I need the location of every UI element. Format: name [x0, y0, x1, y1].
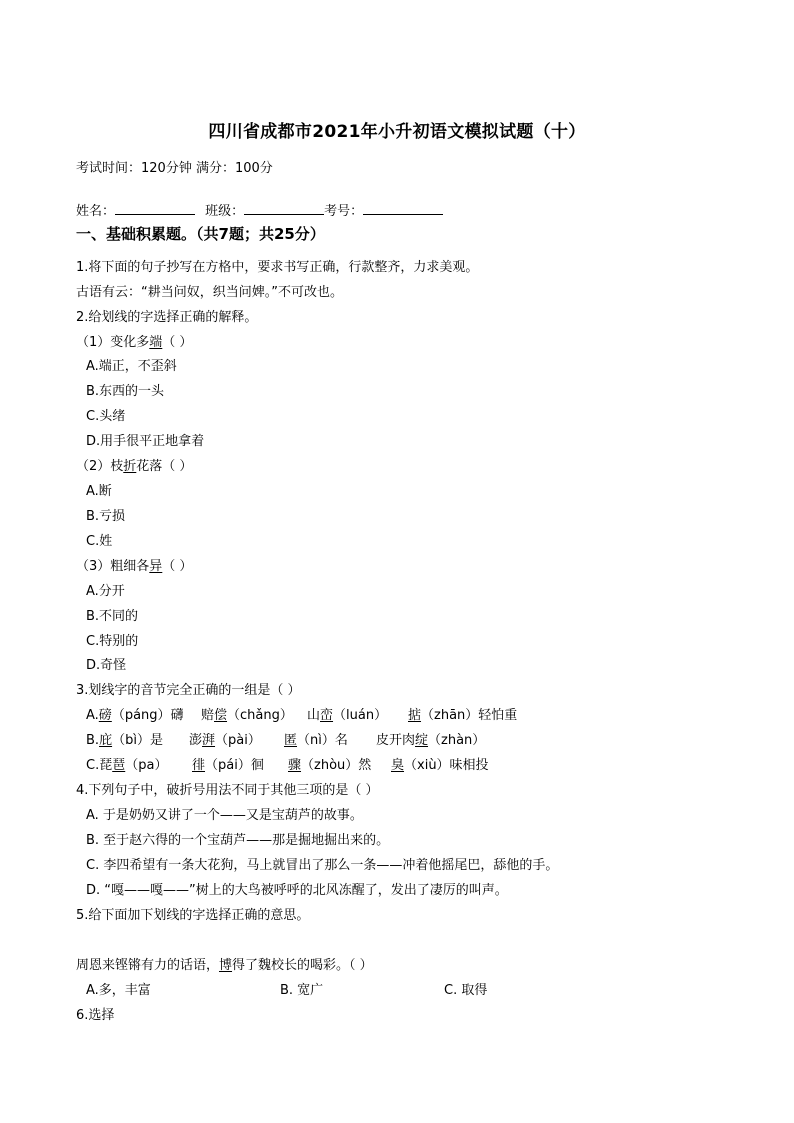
question-4-prompt: 4.下列句子中，破折号用法不同于其他三项的是（ ）: [76, 783, 379, 798]
question-2-sub-3: （3）粗细各异（ ）: [76, 559, 193, 574]
question-1-sentence: 古语有云：“耕当问奴，织当问婢。”不可改也。: [76, 285, 343, 300]
option-item: D. “嘎——嘎——”树上的大鸟被呼呼的北风冻醒了，发出了凄厉的叫声。: [86, 883, 508, 898]
name-label: 姓名：: [76, 204, 116, 219]
number-label: 考号：: [324, 204, 364, 219]
option-item: D.用手很平正地拿着: [86, 434, 205, 449]
option-item: B.亏损: [86, 509, 126, 524]
option-item: C. 取得: [444, 983, 488, 998]
option-item: D.奇怪: [86, 658, 127, 673]
question-3-prompt: 3.划线字的音节完全正确的一组是（ ）: [76, 683, 301, 698]
question-5-prompt: 5.给下面加下划线的字选择正确的意思。: [76, 908, 310, 923]
option-item: A.端正，不歪斜: [86, 359, 177, 374]
option-item: C.头绪: [86, 409, 126, 424]
question-3-option-a: A.磅（páng）礴 赔偿（chǎng） 山峦（luán） 掂（zhān）轻怕重: [86, 708, 518, 723]
option-item: A.断: [86, 484, 112, 499]
option-item: C.特别的: [86, 634, 139, 649]
option-item: A.分开: [86, 584, 125, 599]
class-label: 班级：: [205, 204, 245, 219]
underlined-char: 异: [149, 559, 163, 574]
question-2-prompt: 2.给划线的字选择正确的解释。: [76, 310, 258, 325]
question-3-option-b: B.庇（bì）是 澎湃（pài） 匿（nì）名 皮开肉绽（zhàn）: [86, 733, 486, 748]
class-blank[interactable]: [244, 202, 324, 215]
option-item: B. 宽广: [280, 983, 324, 998]
underlined-char: 端: [149, 335, 163, 350]
number-blank[interactable]: [363, 202, 443, 215]
option-item: C.姓: [86, 534, 113, 549]
option-item: A.多，丰富: [86, 983, 151, 998]
underlined-char: 博: [219, 958, 233, 973]
student-info-row: [76, 202, 443, 221]
option-item: B. 至于赵六得的一个宝葫芦——那是掘地掘出来的。: [86, 833, 390, 848]
option-item: B.东西的一头: [86, 384, 165, 399]
question-2-sub-1: （1）变化多端（ ）: [76, 335, 193, 350]
question-2-sub-2: （2）枝折花落（ ）: [76, 459, 193, 474]
question-5-sentence: 周恩来铿锵有力的话语，博得了魏校长的喝彩。（ ）: [76, 958, 373, 973]
section-heading: 一、基础积累题。（共7题；共25分）: [76, 225, 325, 243]
name-blank[interactable]: [115, 202, 195, 215]
question-1-prompt: 1.将下面的句子抄写在方格中，要求书写正确，行款整齐，力求美观。: [76, 260, 479, 275]
question-5-options: [86, 982, 686, 1000]
underlined-char: 折: [123, 459, 137, 474]
question-6-prompt: 6.选择: [76, 1008, 115, 1023]
page-title: 四川省成都市2021年小升初语文模拟试题（十）: [208, 122, 586, 142]
question-3-option-c: C.琵琶（pa） 徘（pái）徊 骤（zhòu）然 臭（xiù）味相投: [86, 758, 489, 773]
exam-info: 考试时间：120分钟 满分：100分: [76, 161, 273, 176]
option-item: A. 于是奶奶又讲了一个——又是宝葫芦的故事。: [86, 808, 363, 823]
option-item: B.不同的: [86, 609, 139, 624]
option-item: C. 李四希望有一条大花狗，马上就冒出了那么一条——冲着他摇尾巴，舔他的手。: [86, 858, 559, 873]
